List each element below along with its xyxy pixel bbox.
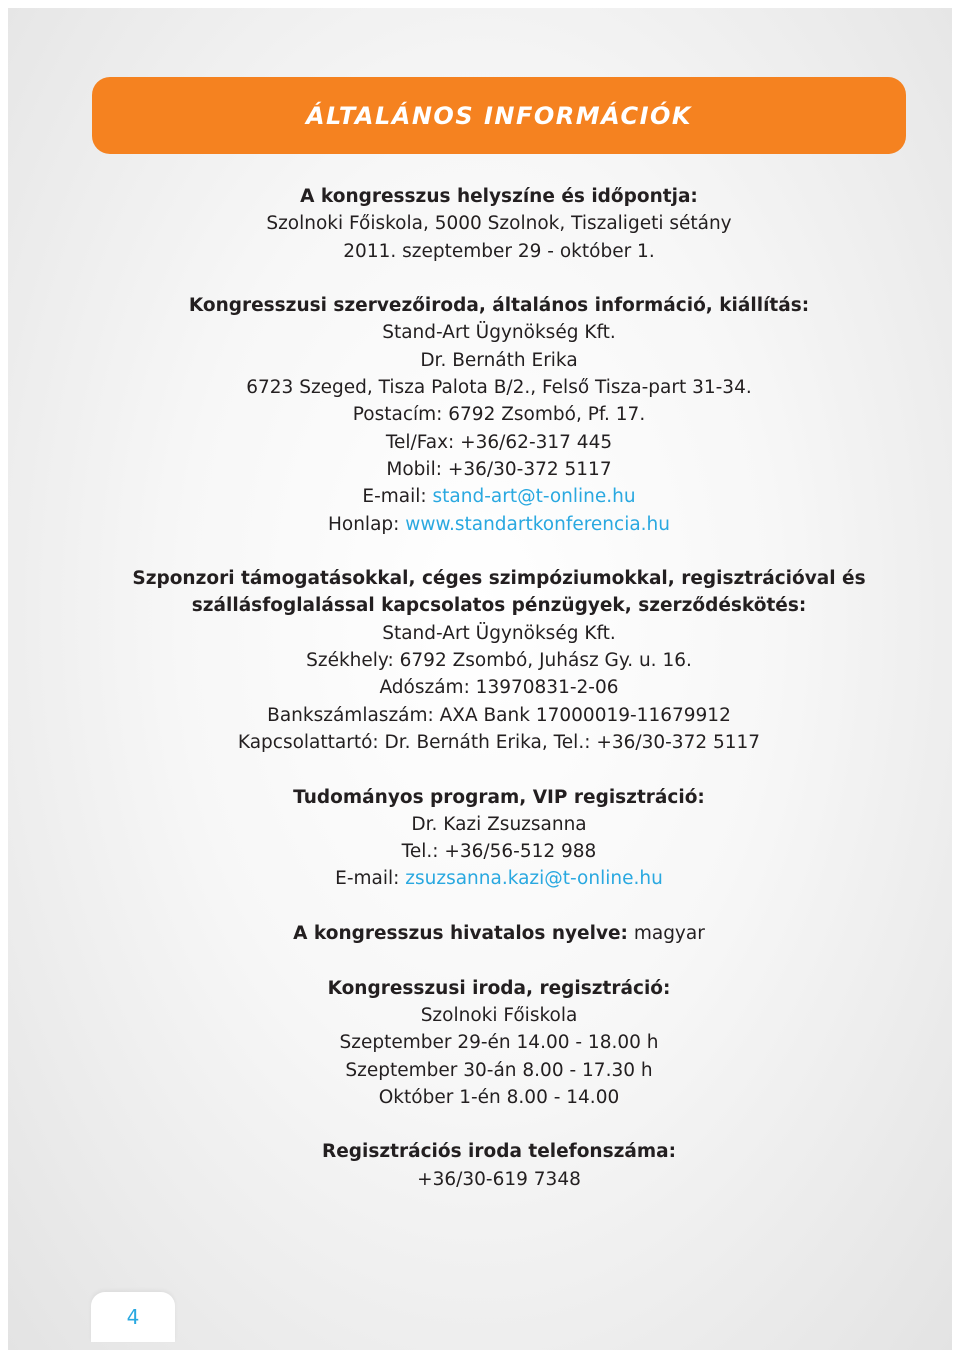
venue-dates: 2011. szeptember 29 - október 1. [343, 240, 655, 262]
registration-day-3: Október 1-én 8.00 - 14.00 [378, 1086, 620, 1108]
email-label: E-mail: [335, 868, 406, 890]
organizer-web-link[interactable]: www.standartkonferencia.hu [405, 513, 671, 535]
organizer-mobile: Mobil: +36/30-372 5117 [386, 458, 612, 480]
organizer-person: Dr. Bernáth Erika [420, 349, 578, 371]
registration-day-2: Szeptember 30-án 8.00 - 17.30 h [345, 1059, 653, 1081]
venue-place: Szolnoki Főiskola, 5000 Szolnok, Tiszaligeti sétány [266, 213, 732, 235]
organizer-heading: Kongresszusi szervezőiroda, általános információ, kiállítás: [188, 295, 810, 317]
finance-heading-1: Szponzori támogatásokkal, céges szimpóziumokkal, regisztrációval és [132, 568, 866, 590]
page-number-tab [91, 1292, 175, 1342]
registration-heading: Kongresszusi iroda, regisztráció: [327, 977, 671, 999]
finance-bank: Bankszámlaszám: AXA Bank 17000019-11679912 [267, 704, 731, 726]
reg-phone-number: +36/30-619 7348 [417, 1168, 581, 1190]
scientific-heading: Tudományos program, VIP regisztráció: [293, 786, 705, 808]
registration-day-1: Szeptember 29-én 14.00 - 18.00 h [339, 1032, 659, 1054]
page-title: ÁLTALÁNOS INFORMÁCIÓK [305, 101, 693, 130]
venue-heading: A kongresszus helyszíne és időpontja: [300, 186, 698, 207]
language-label: A kongresszus hivatalos nyelve: [293, 923, 628, 945]
organizer-email-link[interactable]: stand-art@t-online.hu [432, 486, 636, 508]
scientific-email-link[interactable]: zsuzsanna.kazi@t-online.hu [405, 868, 663, 890]
organizer-company: Stand-Art Ügynökség Kft. [382, 322, 616, 344]
web-label: Honlap: [327, 513, 406, 535]
registration-place: Szolnoki Főiskola [420, 1004, 578, 1026]
organizer-web-row [92, 511, 906, 538]
organizer-address: 6723 Szeged, Tisza Palota B/2., Felső Tisza-part 31-34. [246, 377, 752, 399]
scientific-email-row [92, 865, 906, 892]
reg-phone-heading: Regisztrációs iroda telefonszáma: [321, 1141, 677, 1163]
email-label: E-mail: [362, 486, 433, 508]
organizer-telfax: Tel/Fax: +36/62-317 445 [385, 431, 613, 453]
finance-tax: Adószám: 13970831-2-06 [379, 677, 619, 699]
organizer-postal: Postacím: 6792 Zsombó, Pf. 17. [352, 404, 646, 426]
scientific-tel: Tel.: +36/56-512 988 [401, 841, 597, 863]
language-row [92, 920, 906, 947]
language-value: magyar [627, 923, 705, 945]
info-content [92, 183, 906, 1193]
page-number: 4 [126, 1305, 140, 1329]
finance-seat: Székhely: 6792 Zsombó, Juhász Gy. u. 16. [306, 650, 692, 672]
finance-heading-2: szállásfoglalással kapcsolatos pénzügyek, szerződéskötés: [191, 595, 807, 617]
finance-company: Stand-Art Ügynökség Kft. [382, 622, 616, 644]
organizer-email-row [92, 483, 906, 510]
header-banner [92, 77, 906, 154]
scientific-person: Dr. Kazi Zsuzsanna [411, 813, 587, 835]
finance-contact: Kapcsolattartó: Dr. Bernáth Erika, Tel.: +36/30-372 5117 [237, 731, 761, 753]
